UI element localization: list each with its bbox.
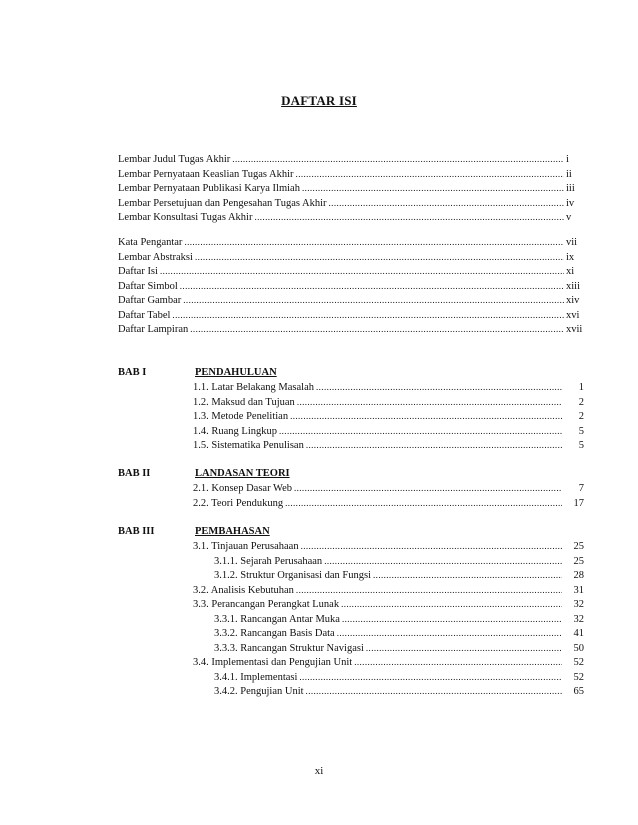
toc-entry-page: ii <box>566 168 572 180</box>
chapter-title: PEMBAHASAN <box>195 526 270 537</box>
dot-leader <box>296 168 564 181</box>
toc-entry-label: 3.1.1. Sejarah Perusahaan <box>214 555 323 567</box>
toc-entry <box>118 309 588 322</box>
dot-leader <box>342 613 562 626</box>
toc-entry <box>118 236 588 249</box>
toc-entry-label: 3.3.1. Rancangan Antar Muka <box>214 613 340 625</box>
toc-entry <box>118 153 588 166</box>
toc-entry-label: Lembar Konsultasi Tugas Akhir <box>118 212 253 223</box>
toc-entry-label: 3.1.2. Struktur Organisasi dan Fungsi <box>214 570 372 581</box>
toc-entry-page: xvii <box>566 324 583 335</box>
toc-entry-label: 3.3.3. Rancangan Struktur Navigasi <box>214 642 364 654</box>
toc-entry <box>193 439 584 452</box>
dot-leader <box>337 627 562 640</box>
toc-entry-label: 1.3. Metode Penelitian <box>193 411 289 422</box>
toc-entry-page: 5 <box>578 425 584 437</box>
toc-entry-label: Daftar Lampiran <box>118 324 189 335</box>
dot-leader <box>232 153 564 166</box>
chapter-number: BAB III <box>118 526 155 537</box>
toc-entry-label: Lembar Abstraksi <box>118 251 193 263</box>
toc-entry-label: Daftar Simbol <box>118 280 178 292</box>
dot-leader <box>306 439 562 452</box>
toc-entry <box>118 182 588 195</box>
toc-entry-label: 3.4.2. Pengujian Unit <box>214 686 304 697</box>
page-title: DAFTAR ISI <box>281 93 357 108</box>
toc-entry <box>193 381 584 394</box>
toc-entry <box>193 425 584 438</box>
dot-leader <box>279 425 562 438</box>
toc-entry <box>193 410 584 423</box>
toc-entry-page: vii <box>566 237 578 248</box>
toc-entry-page: xi <box>566 266 575 277</box>
dot-leader <box>306 685 562 698</box>
dot-leader <box>290 410 562 423</box>
toc-entry <box>214 569 584 582</box>
toc-entry-label: 1.2. Maksud dan Tujuan <box>193 396 295 408</box>
dot-leader <box>294 482 562 495</box>
toc-entry-page: 2 <box>578 396 584 408</box>
toc-entry-label: 2.1. Konsep Dasar Web <box>193 483 292 494</box>
dot-leader <box>296 584 562 597</box>
toc-entry-label: Kata Pengantar <box>118 237 183 248</box>
toc-entry <box>193 497 584 510</box>
toc-entry-label: 1.1. Latar Belakang Masalah <box>193 382 314 393</box>
toc-entry-page: v <box>566 212 572 223</box>
toc-entry <box>118 168 588 181</box>
toc-entry-page: i <box>566 154 569 165</box>
toc-entry-label: Lembar Pernyataan Keaslian Tugas Akhir <box>118 168 294 180</box>
dot-leader <box>301 540 562 553</box>
dot-leader <box>366 642 562 655</box>
toc-entry-label: Daftar Gambar <box>118 295 182 306</box>
dot-leader <box>329 197 564 210</box>
toc-entry <box>193 598 584 611</box>
dot-leader <box>354 656 562 669</box>
toc-entry-label: Lembar Pernyataan Publikasi Karya Ilmiah <box>118 183 300 194</box>
dot-leader <box>254 211 564 224</box>
toc-entry-label: 3.1. Tinjauan Perusahaan <box>193 541 299 552</box>
toc-entry-page: 1 <box>578 382 584 393</box>
toc-entry-label: 2.2. Teori Pendukung <box>193 497 284 509</box>
chapter-number: BAB I <box>118 367 147 378</box>
dot-leader <box>324 555 562 568</box>
toc-entry-page: 2 <box>578 411 584 422</box>
toc-entry <box>193 482 584 495</box>
dot-leader <box>341 598 562 611</box>
toc-entry-page: 28 <box>573 570 584 581</box>
toc-entry <box>118 323 588 336</box>
toc-entry-page: iii <box>566 183 575 194</box>
dot-leader <box>195 251 564 264</box>
toc-entry <box>193 584 584 597</box>
dot-leader <box>160 265 564 278</box>
toc-entry-page: ix <box>566 251 575 263</box>
toc-entry-page: 50 <box>573 642 584 654</box>
toc-entry-label: 3.2. Analisis Kebutuhan <box>193 584 294 596</box>
toc-entry-label: 1.5. Sistematika Penulisan <box>193 440 304 451</box>
toc-entry-label: Lembar Judul Tugas Akhir <box>118 154 231 165</box>
toc-entry-page: 52 <box>573 657 584 668</box>
toc-entry-label: Daftar Isi <box>118 266 158 277</box>
toc-entry-page: 25 <box>573 555 584 567</box>
toc-entry <box>118 251 588 264</box>
dot-leader <box>302 182 564 195</box>
toc-entry <box>118 280 588 293</box>
toc-entry <box>214 627 584 640</box>
chapter-title: LANDASAN TEORI <box>195 468 290 479</box>
toc-entry-page: 5 <box>578 440 584 451</box>
toc-entry-page: iv <box>566 197 575 209</box>
toc-entry-page: 25 <box>573 541 584 552</box>
toc-entry-page: 41 <box>573 628 584 639</box>
dot-leader <box>172 309 564 322</box>
toc-entry-page: 7 <box>578 483 584 494</box>
toc-entry-page: xvi <box>566 309 580 321</box>
dot-leader <box>285 497 562 510</box>
toc-entry <box>214 642 584 655</box>
dot-leader <box>316 381 562 394</box>
toc-entry <box>118 197 588 210</box>
toc-entry-page: 32 <box>573 599 584 610</box>
toc-entry <box>118 265 588 278</box>
toc-entry-label: 3.3.2. Rancangan Basis Data <box>214 628 335 639</box>
toc-entry <box>193 656 584 669</box>
toc-entry-page: 31 <box>573 584 584 596</box>
dot-leader <box>183 294 564 307</box>
dot-leader <box>190 323 564 336</box>
dot-leader <box>373 569 562 582</box>
toc-entry <box>118 211 588 224</box>
toc-entry-page: xiv <box>566 295 580 306</box>
toc-entry <box>214 555 584 568</box>
toc-entry <box>193 540 584 553</box>
toc-entry-page: 65 <box>573 686 584 697</box>
toc-entry <box>214 613 584 626</box>
toc-entry-label: Daftar Tabel <box>118 309 171 321</box>
dot-leader <box>184 236 564 249</box>
toc-entry-label: Lembar Persetujuan dan Pengesahan Tugas Akhir <box>118 197 327 209</box>
dot-leader <box>299 671 562 684</box>
dot-leader <box>180 280 564 293</box>
toc-entry-label: 3.4.1. Implementasi <box>214 671 298 683</box>
toc-entry-page: 32 <box>573 613 584 625</box>
toc-entry-label: 3.3. Perancangan Perangkat Lunak <box>193 599 340 610</box>
toc-entry <box>214 671 584 684</box>
toc-entry <box>118 294 588 307</box>
toc-entry-page: 52 <box>573 671 584 683</box>
chapter-number: BAB II <box>118 468 151 479</box>
chapter-title: PENDAHULUAN <box>195 367 277 378</box>
toc-entry <box>214 685 584 698</box>
dot-leader <box>297 396 562 409</box>
toc-entry-page: xiii <box>566 280 581 292</box>
toc-entry-label: 3.4. Implementasi dan Pengujian Unit <box>193 657 353 668</box>
toc-entry-label: 1.4. Ruang Lingkup <box>193 425 277 437</box>
toc-entry <box>193 396 584 409</box>
toc-entry-page: 17 <box>573 497 584 509</box>
page-number-footer: xi <box>314 765 324 777</box>
